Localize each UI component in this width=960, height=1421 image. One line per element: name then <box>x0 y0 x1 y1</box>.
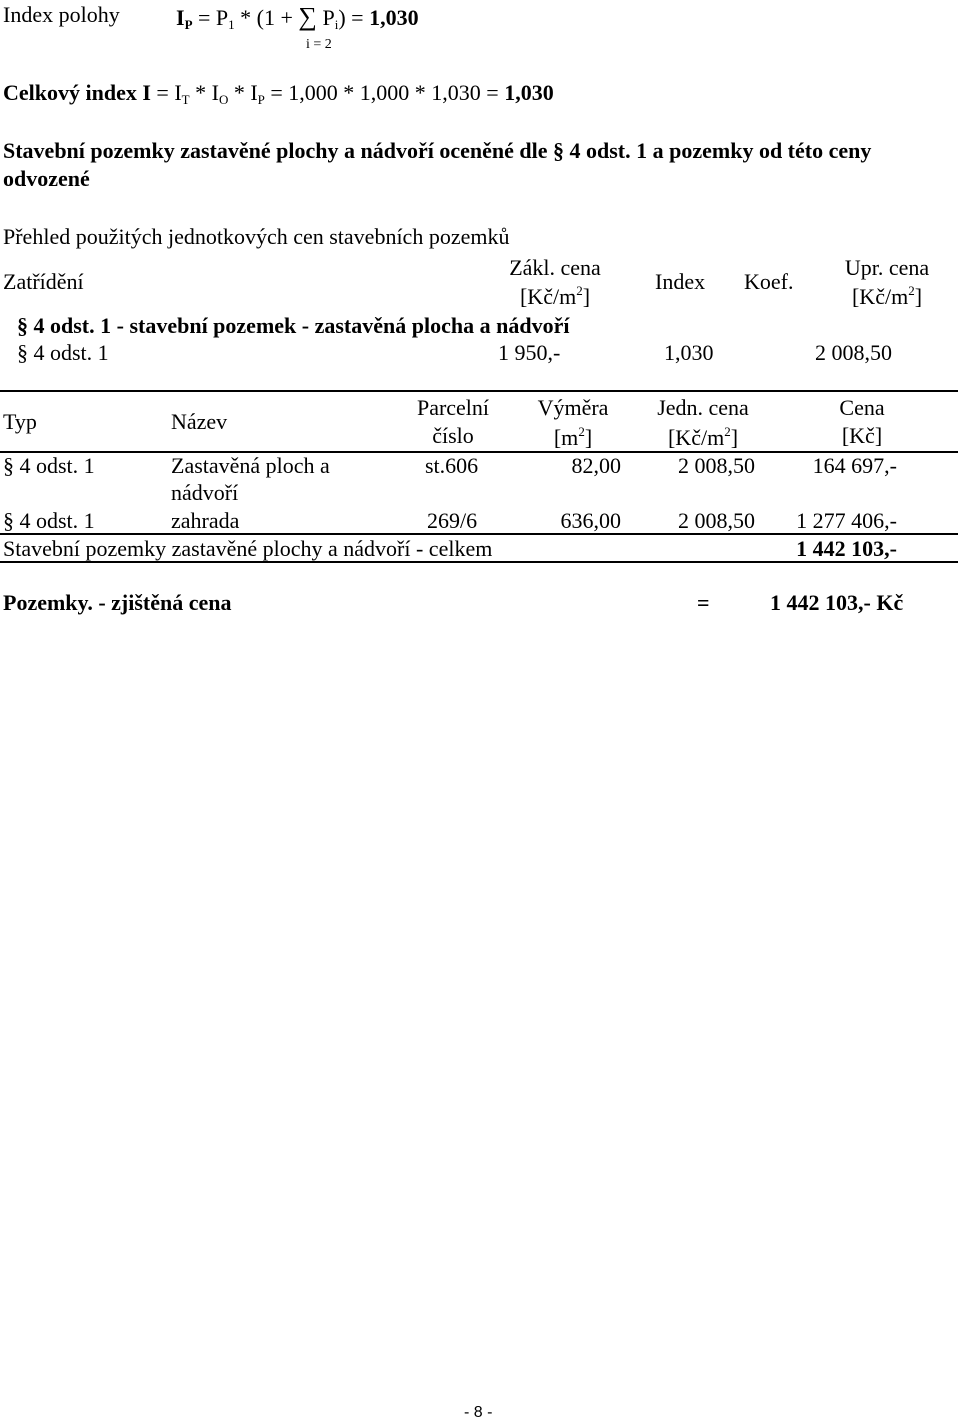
header-zakl-cena-line1: Zákl. cena <box>509 255 601 280</box>
total-bottom-rule <box>0 561 958 563</box>
unit-row-zatrideni: § 4 odst. 1 <box>17 340 109 365</box>
unit-bracket: ] <box>582 284 591 309</box>
header-koef: Koef. <box>744 269 794 294</box>
header-typ: Typ <box>3 409 37 434</box>
final-value: 1 442 103,- Kč <box>770 590 904 615</box>
row1-parcela: st.606 <box>425 453 479 478</box>
final-label: Pozemky. - zjištěná cena <box>3 590 232 615</box>
celkovy-sub-T: T <box>181 92 190 107</box>
formula-sub-i: i <box>334 17 339 32</box>
unit-sq: 2 <box>576 283 583 298</box>
celkovy-times2: * I <box>228 80 258 105</box>
header-jedn-cena-line1: Jedn. cena <box>657 395 749 420</box>
row1-jedn-cena: 2 008,50 <box>678 453 755 478</box>
celkovy-index-label: Celkový index I <box>3 80 151 105</box>
prehled-text: Přehled použitých jednotkových cen stavebních pozemků <box>3 224 510 249</box>
formula-sub-P: P <box>184 17 193 32</box>
celkovy-times1: * I <box>189 80 219 105</box>
unit-table-group: § 4 odst. 1 - stavební pozemek - zastavěná plocha a nádvoří <box>17 313 570 338</box>
header-cena-line2: [Kč] <box>841 423 883 448</box>
header-parcelni-line1: Parcelní <box>416 395 490 420</box>
celkovy-eq: = I <box>150 80 182 105</box>
final-equals: = <box>697 590 710 615</box>
unit-bracket: ] <box>584 425 593 450</box>
header-vymera <box>520 397 626 449</box>
unit-bracket: ] <box>730 425 739 450</box>
formula-eq: = P <box>192 5 229 30</box>
unit-text: [m <box>553 425 579 450</box>
row2-jedn-cena: 2 008,50 <box>678 508 755 533</box>
formula-sub-1: 1 <box>228 17 235 32</box>
header-parcelni <box>395 397 511 447</box>
celkovy-sub-P: P <box>257 92 265 107</box>
row2-parcela: 269/6 <box>427 508 478 533</box>
sum-limit: i = 2 <box>306 37 332 52</box>
section-heading-line1: Stavební pozemky zastavěné plochy a nádvoří oceněné dle § 4 odst. 1 a pozemky od této ceny <box>3 138 872 163</box>
index-polohy-label: Index polohy <box>3 2 120 27</box>
formula-mid: * (1 + <box>234 5 299 30</box>
header-jedn-cena-unit <box>643 425 763 449</box>
sigma-symbol: ∑ <box>298 2 317 31</box>
total-label: Stavební pozemky zastavěné plochy a nádvoří - celkem <box>3 536 493 561</box>
header-zakl-cena <box>495 257 615 308</box>
unit-row-index: 1,030 <box>664 340 714 365</box>
formula-I: I <box>176 5 185 30</box>
header-upr-cena <box>827 257 947 308</box>
unit-text: [Kč/m <box>851 284 909 309</box>
index-polohy-value: 1,030 <box>369 5 419 30</box>
header-zatrideni: Zatřídění <box>3 269 84 294</box>
row2-nazev: zahrada <box>171 508 240 533</box>
row1-vymera: 82,00 <box>571 453 621 478</box>
formula-end: ) = <box>338 5 370 30</box>
row2-cena: 1 277 406,- <box>796 508 897 533</box>
header-vymera-unit <box>520 425 626 449</box>
header-zakl-cena-unit <box>495 284 615 308</box>
header-nazev: Název <box>171 409 228 434</box>
header-jedn-cena <box>643 397 763 449</box>
unit-row-zakl-cena: 1 950,- <box>498 340 561 365</box>
formula-P-i: P <box>316 5 335 30</box>
celkovy-expr: = 1,000 * 1,000 * 1,030 = <box>264 80 505 105</box>
header-cena <box>810 397 914 447</box>
unit-sq: 2 <box>908 283 915 298</box>
unit-sq: 2 <box>724 424 731 439</box>
unit-row-upr-cena: 2 008,50 <box>815 340 892 365</box>
unit-text: [Kč/m <box>667 425 725 450</box>
row1-typ: § 4 odst. 1 <box>3 453 95 478</box>
unit-sq: 2 <box>578 424 585 439</box>
header-vymera-line1: Výměra <box>537 395 609 420</box>
row1-cena: 164 697,- <box>812 453 897 478</box>
page-number: - 8 - <box>464 1404 493 1421</box>
row1-nazev-line2: nádvoří <box>171 480 239 505</box>
row2-vymera: 636,00 <box>560 508 621 533</box>
header-upr-cena-line1: Upr. cena <box>844 255 930 280</box>
unit-bracket: ] <box>914 284 923 309</box>
row1-nazev: Zastavěná ploch a <box>171 453 330 478</box>
header-cena-line1: Cena <box>839 395 885 420</box>
header-parcelni-line2: číslo <box>432 423 474 448</box>
celkovy-index-value: 1,030 <box>504 80 554 105</box>
header-upr-cena-unit <box>827 284 947 308</box>
row2-typ: § 4 odst. 1 <box>3 508 95 533</box>
section-heading-line2: odvozené <box>3 166 90 191</box>
table-top-rule <box>0 390 958 392</box>
unit-text: [Kč/m <box>519 284 577 309</box>
header-index: Index <box>655 269 706 294</box>
celkovy-sub-O: O <box>218 92 229 107</box>
celkovy-index <box>3 82 554 106</box>
index-polohy-formula <box>176 4 419 31</box>
rows-bottom-rule <box>0 533 958 535</box>
total-value: 1 442 103,- <box>796 536 897 561</box>
